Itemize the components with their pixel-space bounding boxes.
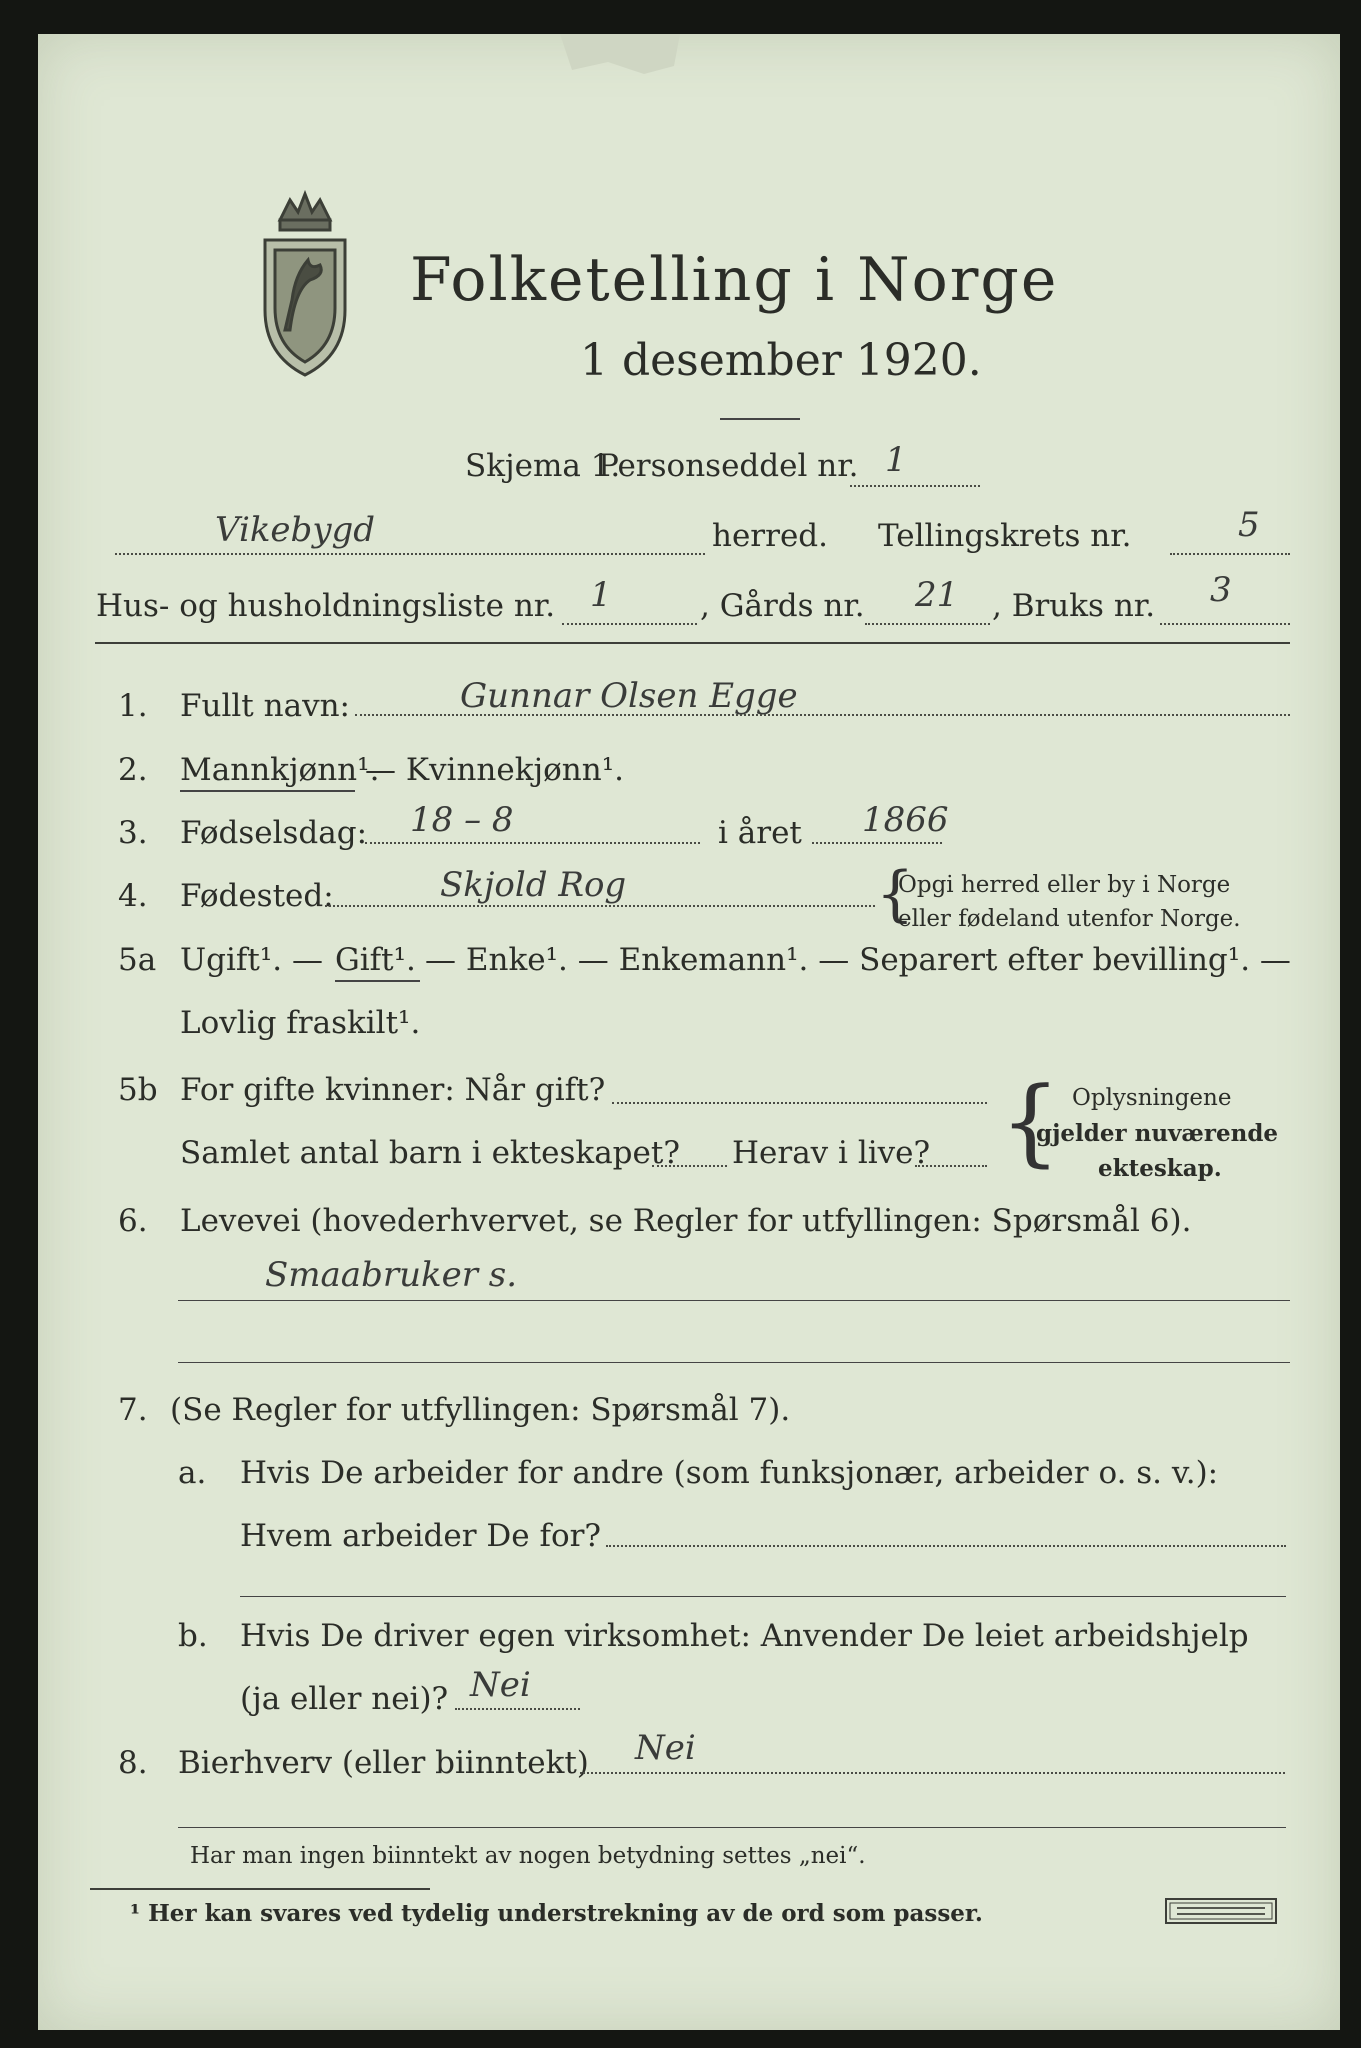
q5b-alive-line	[915, 1165, 987, 1167]
q3-label: Fødselsdag:	[180, 815, 368, 851]
q8-answer[interactable]: Nei	[635, 1728, 696, 1768]
q6-occupation[interactable]: Smaabruker s.	[265, 1255, 518, 1295]
q4-note-2: eller fødeland utenfor Norge.	[898, 906, 1241, 932]
q1-line	[355, 714, 1290, 716]
q2-male-underline	[180, 790, 355, 792]
q6-label: Levevei (hovederhvervet, se Regler for utfyllingen: Spørsmål 6).	[180, 1203, 1192, 1239]
tellingskrets-value[interactable]: 5	[1238, 505, 1260, 545]
herred-value[interactable]: Vikebygd	[215, 510, 376, 550]
q7a-letter: a.	[178, 1455, 207, 1491]
q3-year-label: i året	[718, 815, 802, 851]
bruks-value[interactable]: 3	[1210, 570, 1232, 610]
q4-label: Fødested:	[180, 878, 334, 914]
q8-number: 8.	[118, 1745, 148, 1781]
q4-number: 4.	[118, 878, 148, 914]
q7b-yesno-label: (ja eller nei)?	[240, 1681, 449, 1717]
footnote-rule	[90, 1888, 430, 1890]
q7a-text: Hvis De arbeider for andre (som funksjonær, arbeider o. s. v.):	[240, 1455, 1219, 1491]
gaards-label: , Gårds nr.	[700, 588, 865, 624]
q7b-line	[455, 1708, 580, 1710]
schema-label: Skjema 1.	[465, 448, 621, 484]
q2-male[interactable]: Mannkjønn¹.	[180, 752, 380, 788]
q8-label: Bierhverv (eller biinntekt)	[178, 1745, 589, 1781]
q5a-gift[interactable]: Gift¹.	[335, 942, 416, 978]
q4-brace: {	[876, 859, 915, 929]
tellingskrets-line	[1170, 553, 1290, 555]
personseddel-value[interactable]: 1	[885, 440, 907, 480]
form-title: Folketelling i Norge	[410, 245, 1059, 315]
q8-line	[580, 1772, 1285, 1774]
q5b-married-line	[612, 1102, 987, 1104]
husliste-label: Hus- og husholdningsliste nr.	[96, 588, 556, 624]
q1-label: Fullt navn:	[180, 688, 350, 724]
bruks-line	[1160, 623, 1290, 625]
form-header-rule	[95, 642, 1290, 644]
q5b-note-3: ekteskap.	[1098, 1155, 1222, 1182]
q5b-married-when: For gifte kvinner: Når gift?	[180, 1072, 606, 1108]
personseddel-line	[850, 485, 980, 487]
printer-stamp-icon	[1165, 1898, 1277, 1924]
census-date: 1 desember 1920.	[580, 335, 982, 386]
q7a-employer-line	[606, 1545, 1286, 1547]
husliste-value[interactable]: 1	[590, 575, 612, 615]
norwegian-coat-of-arms-icon	[250, 180, 360, 380]
personseddel-label: Personseddel nr.	[598, 448, 859, 484]
q4-birthplace[interactable]: Skjold Rog	[440, 865, 627, 905]
q5b-alive: Herav i live?	[732, 1135, 931, 1171]
q6-number: 6.	[118, 1203, 148, 1239]
herred-label: herred.	[712, 518, 828, 554]
q7a-employer-label: Hvem arbeider De for?	[240, 1518, 602, 1554]
q7-label: (Se Regler for utfyllingen: Spørsmål 7).	[170, 1392, 791, 1428]
q2-number: 2.	[118, 752, 148, 788]
q5b-number: 5b	[118, 1072, 158, 1108]
q6-line-1	[178, 1300, 1290, 1301]
q5b-note-1: Oplysningene	[1072, 1085, 1232, 1111]
q4-line	[325, 905, 875, 907]
header-divider	[720, 418, 800, 420]
q4-note-1: Opgi herred eller by i Norge	[898, 872, 1231, 898]
gaards-line	[865, 623, 990, 625]
gaards-value[interactable]: 21	[915, 575, 959, 615]
q6-line-2	[178, 1362, 1290, 1363]
q3-number: 3.	[118, 815, 148, 851]
q5b-note-2: gjelder nuværende	[1036, 1120, 1279, 1147]
q7b-text: Hvis De driver egen virksomhet: Anvender De leiet arbeidshjelp	[240, 1618, 1249, 1654]
q7b-letter: b.	[178, 1618, 208, 1654]
q5a-gift-underline	[335, 980, 420, 982]
q3-year-line	[812, 842, 942, 844]
q7b-answer[interactable]: Nei	[470, 1665, 531, 1705]
tellingskrets-label: Tellingskrets nr.	[878, 518, 1132, 554]
herred-line	[115, 553, 705, 555]
q1-number: 1.	[118, 688, 148, 724]
note-nei: Har man ingen biinntekt av nogen betydning settes „nei“.	[190, 1843, 866, 1869]
q3-line	[365, 842, 700, 844]
q5b-children: Samlet antal barn i ekteskapet?	[180, 1135, 680, 1171]
q7-number: 7.	[118, 1392, 148, 1428]
q5b-brace: {	[1000, 1067, 1061, 1177]
q3-birthday[interactable]: 18 – 8	[410, 800, 514, 840]
q5a-fraskilt[interactable]: Lovlig fraskilt¹.	[180, 1005, 421, 1041]
q5a-number: 5a	[118, 942, 157, 978]
q7a-employer-line-2	[240, 1596, 1286, 1597]
bruks-label: , Bruks nr.	[992, 588, 1156, 624]
footnote: ¹ Her kan svares ved tydelig understrekning av de ord som passer.	[130, 1900, 983, 1927]
q5a-ugift[interactable]: Ugift¹. —	[180, 942, 323, 978]
q5b-children-line	[652, 1165, 727, 1167]
q3-year[interactable]: 1866	[862, 800, 949, 840]
q8-line-2	[178, 1827, 1286, 1828]
q2-female[interactable]: — Kvinnekjønn¹.	[365, 752, 624, 788]
husliste-line	[562, 623, 697, 625]
q1-full-name[interactable]: Gunnar Olsen Egge	[460, 676, 798, 716]
q5a-rest[interactable]: — Enke¹. — Enkemann¹. — Separert efter bevilling¹. —	[425, 942, 1291, 978]
